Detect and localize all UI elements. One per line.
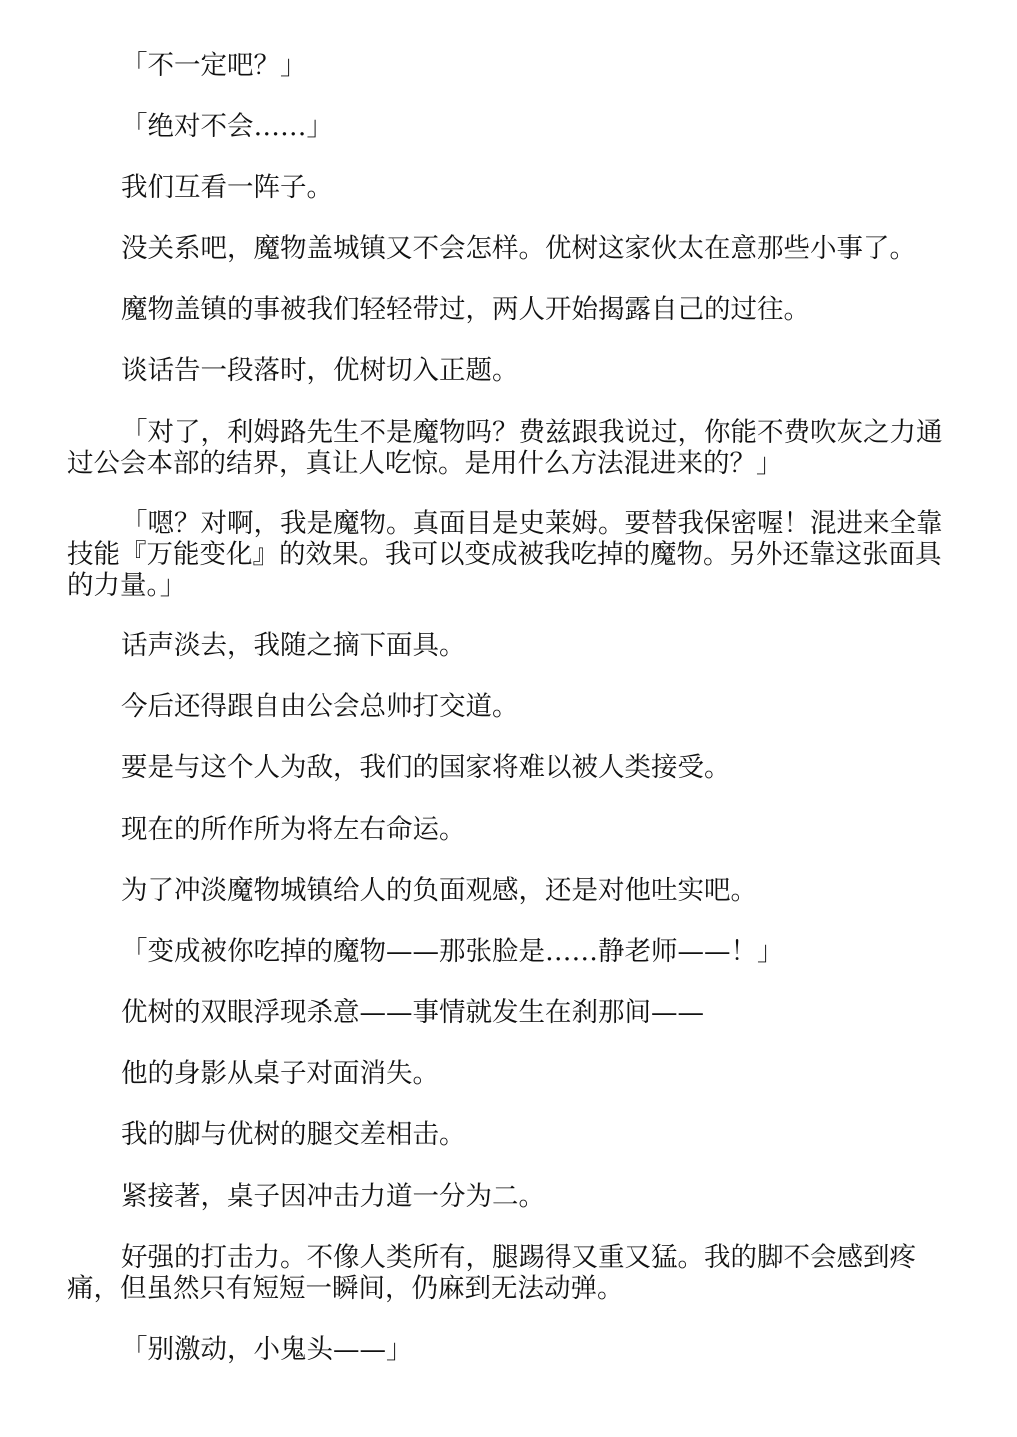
paragraph: 「变成被你吃掉的魔物——那张脸是……静老师——！」 [121,936,784,967]
paragraph: 魔物盖镇的事被我们轻轻带过，两人开始揭露自己的过往。 [121,294,810,325]
paragraph: 谈话告一段落时，优树切入正题。 [121,355,519,386]
paragraph: 「嗯？对啊，我是魔物。真面目是史莱姆。要替我保密喔！混进来全靠技能『万能变化』的效果。我可以变成被我吃掉的魔物。另外还靠这张面具的力量。」 [67,508,943,601]
paragraph: 他的身影从桌子对面消失。 [121,1058,439,1089]
paragraph: 我的脚与优树的腿交差相击。 [121,1119,466,1150]
paragraph: 没关系吧，魔物盖城镇又不会怎样。优树这家伙太在意那些小事了。 [121,233,916,264]
paragraph: 优树的双眼浮现杀意——事情就发生在刹那间—— [121,997,704,1028]
paragraph: 今后还得跟自由公会总帅打交道。 [121,691,519,722]
paragraph: 紧接著，桌子因冲击力道一分为二。 [121,1181,545,1212]
paragraph: 「对了，利姆路先生不是魔物吗？费兹跟我说过，你能不费吹灰之力通过公会本部的结界，真让人吃惊。是用什么方法混进来的？」 [67,417,943,479]
paragraph: 现在的所作所为将左右命运。 [121,814,466,845]
paragraph: 好强的打击力。不像人类所有，腿踢得又重又猛。我的脚不会感到疼痛，但虽然只有短短一瞬间，仍麻到无法动弹。 [67,1242,916,1304]
paragraph: 话声淡去，我随之摘下面具。 [121,630,466,661]
paragraph: 「别激动，小鬼头——」 [121,1334,413,1365]
paragraph: 我们互看一阵子。 [121,172,333,203]
paragraph: 「不一定吧？」 [121,50,307,81]
paragraph: 为了冲淡魔物城镇给人的负面观感，还是对他吐实吧。 [121,875,757,906]
paragraph: 「绝对不会……」 [121,111,333,142]
paragraph: 要是与这个人为敌，我们的国家将难以被人类接受。 [121,752,731,783]
